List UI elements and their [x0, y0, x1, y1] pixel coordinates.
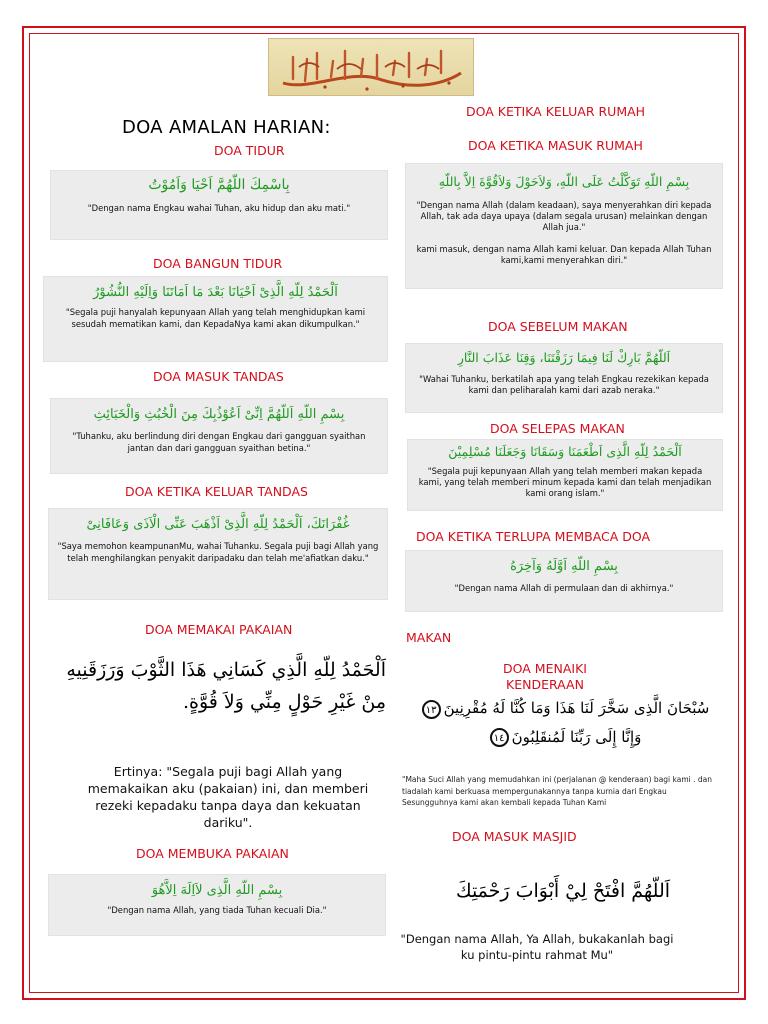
card-doa-membuka-pakaian	[48, 874, 386, 936]
translation-text: "Wahai Tuhanku, berkatilah apa yang telah Engkau rezekikan kepada kami dan peliharalah kami dari azab neraka."	[419, 373, 709, 395]
heading-doa-masuk-rumah: DOA KETIKA MASUK RUMAH	[468, 138, 643, 153]
bismillah-banner	[268, 38, 474, 96]
translation-text: "Saya memohon keampunanMu, wahai Tuhanku. Segala puji bagi Allah yang telah menghilangkan penyakit daripadaku dan telah me'afiatkan daku."	[57, 541, 379, 563]
arabic-text: بِسْمِ اللّهِ اَللّهُمَّ اِنِّىْ اَعُوْذُبِكَ مِنَ الْخُبُثِ وَالْخَبَائِثِ	[93, 407, 345, 422]
verse-number-14: ١٤	[490, 728, 509, 747]
arabic-line-1	[404, 694, 724, 723]
translation-text: "Segala puji bagi Allah yang memakaikan aku (pakaian) ini, dan memberi rezeki kepadaku tanpa daya dan kekuatan dariku".	[87, 764, 369, 830]
arabic-line-1-text: سُبْحَانَ الَّذِى سَخَّرَ لَنَا هَذَا وَمَا كُنَّا لَهُ مُقْرِنِينَ	[443, 699, 710, 717]
card-doa-selepas-makan	[407, 439, 723, 511]
heading-doa-tidur: DOA TIDUR	[214, 143, 285, 158]
heading-doa-keluar-rumah: DOA KETIKA KELUAR RUMAH	[466, 104, 646, 119]
arabic-text: بِسْمِ اللّهِ اَوَّلَهُ وَآخِرَهُ	[510, 559, 618, 574]
arabic-text: اَلْحَمْدُ لِلّهِ الَّذِى اَطْعَمَنَا وَسَقَانَا وَجَعَلَنَا مُسْلِمِيْنَ	[448, 444, 682, 459]
heading-makan: MAKAN	[406, 630, 452, 645]
card-doa-terlupa-membaca-doa	[405, 550, 723, 612]
arabic-text: اَلْحَمْدُ لِلّهِ الَّذِىْ اَحْيَانَا بَعْدَ مَا اَمَاتَنَا وَاِلَيْهِ النُّشُوْرُ	[93, 285, 338, 300]
arabic-line-2	[404, 723, 724, 752]
translation-text: "Dengan nama Allah, yang tiada Tuhan kecuali Dia."	[107, 905, 327, 916]
card-doa-masuk-tandas	[50, 398, 388, 474]
arabic-menaiki-kenderaan	[404, 694, 724, 751]
arabic-text: بِسْمِ اللّهِ الَّذِى لاَاِلَهَ اِلاَّهُوَ	[151, 883, 283, 898]
heading-doa-menaiki-kenderaan: DOA MENAIKI KENDERAAN	[503, 661, 587, 692]
arabic-line-2-text: وَإِنَّا إِلَى رَبِّنَا لَمُنقَلِبُونَ	[511, 727, 642, 746]
bismillah-calligraphy	[269, 39, 474, 96]
heading-doa-keluar-tandas: DOA KETIKA KELUAR TANDAS	[125, 484, 308, 499]
heading-doa-masuk-tandas: DOA MASUK TANDAS	[153, 369, 284, 384]
card-doa-tidur	[50, 170, 388, 240]
card-doa-bangun-tidur	[43, 276, 388, 362]
translation-masuk-masjid: "Dengan nama Allah, Ya Allah, bukakanlah bagi ku pintu-pintu rahmat Mu"	[400, 932, 674, 963]
translation-text: "Dengan nama Allah di permulaan dan di akhirnya."	[454, 583, 674, 594]
translation-text: "Dengan nama Allah (dalam keadaan), saya menyerahkan diri kepada Allah, tak ada daya upaya (dalam segala urusan) melainkan dengan Allah jua."	[416, 199, 712, 233]
heading-doa-membuka-pakaian: DOA MEMBUKA PAKAIAN	[136, 846, 289, 861]
heading-doa-memakai-pakaian: DOA MEMAKAI PAKAIAN	[145, 622, 293, 637]
card-doa-sebelum-makan	[405, 343, 723, 413]
page-title: DOA AMALAN HARIAN:	[122, 117, 331, 138]
heading-doa-selepas-makan: DOA SELEPAS MAKAN	[490, 421, 625, 436]
translation-text: "Segala puji kepunyaan Allah yang telah memberi makan kepada kami, yang telah memberi minum kepada kami dan telah menjadikan kami orang islam."	[418, 465, 712, 499]
heading-doa-masuk-masjid: DOA MASUK MASJID	[452, 829, 577, 844]
arabic-text: غُفْرَانَكَ، اَلْحَمْدُ لِلّهِ الَّذِىْ اَذْهَبَ عَنِّى الْاَذَى وَعَافَانِىْ	[86, 517, 350, 532]
card-doa-masuk-rumah	[405, 163, 723, 289]
translation-text: "Tuhanku, aku berlindung diri dengan Engkau dari gangguan syaithan jantan dan dari gangguan syaithan betina."	[72, 431, 366, 453]
ertinya-label: Ertinya:	[113, 764, 163, 779]
arabic-masuk-masjid: اَللّهُمَّ افْتَحْ لِيْ أَبْوَابَ رَحْمَتِكَ	[455, 880, 671, 902]
heading-doa-bangun-tidur: DOA BANGUN TIDUR	[153, 256, 283, 271]
arabic-text: اَللّهُمَّ بَارِكْ لَنَا فِيمَا رَزَقْتَنَا، وَقِنَا عَذَابَ النَّارِ	[457, 350, 671, 365]
heading-doa-sebelum-makan: DOA SEBELUM MAKAN	[488, 319, 628, 334]
translation-menaiki-kenderaan: "Maha Suci Allah yang memudahkan ini (perjalanan @ kenderaan) bagi kami . dan tiadalah kami berkuasa mempergunakannya tanpa kurnia dari Engkau Sesungguhnya kami akan kembali kepada Tuhan Kami	[402, 775, 712, 808]
heading-doa-terlupa-membaca-doa: DOA KETIKA TERLUPA MEMBACA DOA	[416, 529, 651, 544]
verse-number-13: ١٣	[422, 700, 441, 719]
translation-text: "Dengan nama Engkau wahai Tuhan, aku hidup dan aku mati."	[87, 202, 351, 213]
ertinya-memakai-pakaian	[78, 764, 378, 832]
arabic-memakai-pakaian: اَلْحَمْدُ لِلّهِ الَّذِي كَسَانِي هَذَا الثَّوْبَ وَرَزَقَنِيهِ مِنْ غَيْرِ حَوْلٍ مِنِّي وَلاَ قُوَّةٍ.	[66, 659, 386, 714]
translation-text: "Segala puji hanyalah kepunyaan Allah yang telah menghidupkan kami sesudah mematikan kami, dan KepadaNya kami akan dikumpulkan."	[65, 307, 366, 329]
card-doa-keluar-tandas	[48, 508, 388, 600]
arabic-text: بِاسْمِكَ اللّهُمَّ اَحْيَا وَاَمُوْتُ	[148, 177, 290, 193]
arabic-text: بِسْمِ اللّهِ تَوَكَّلْتُ عَلَى اللّهِ، وَلاَحَوْلَ وَلاَقُوَّةَ اِلاَّ بِاللّهِ	[438, 174, 690, 189]
translation-text-2: kami masuk, dengan nama Allah kami keluar. Dan kepada Allah Tuhan kami,kami menyerahkan diri."	[416, 243, 712, 265]
